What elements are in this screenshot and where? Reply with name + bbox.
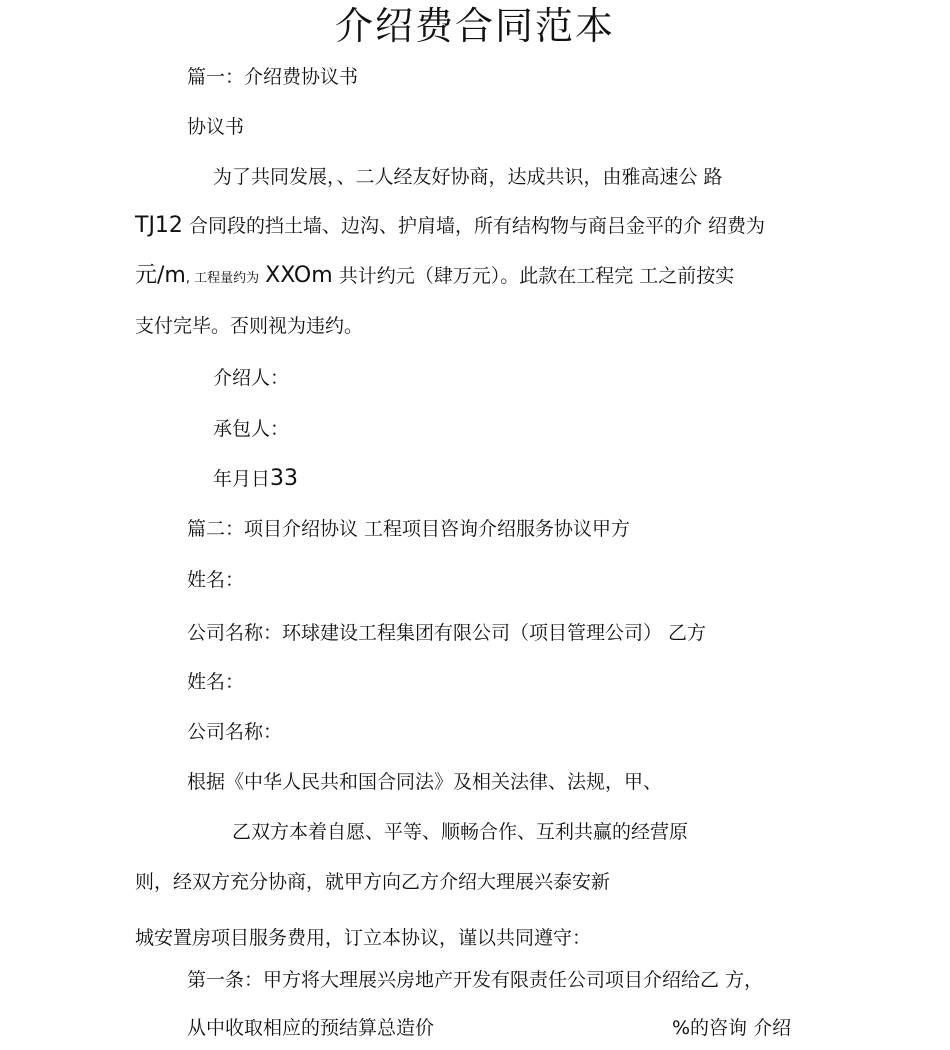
date-number: 33	[270, 466, 299, 491]
part2-heading: 篇二：项目介绍协议 工程项目咨询介绍服务协议甲方	[187, 518, 631, 540]
document-title: 介绍费合同范本	[334, 4, 615, 48]
party-b-company-label: 公司名称：	[187, 721, 283, 743]
introducer-label: 介绍人：	[213, 367, 290, 389]
paragraph-text: , 工程量约为	[185, 271, 260, 286]
part1-paragraph-line-2	[135, 213, 765, 239]
part1-paragraph-line-1: 为了共同发展，、二人经友好协商，达成共识，由雅高速公 路	[213, 166, 723, 188]
part1-heading: 篇一：介绍费协议书	[187, 66, 359, 88]
basis-line-2: 乙双方本着自愿、平等、顺畅合作、互利共赢的经营原	[232, 821, 689, 843]
party-a-name-label: 姓名：	[187, 569, 245, 591]
quantity-text: XXOm	[265, 263, 333, 288]
part1-paragraph-line-3	[135, 263, 734, 292]
part1-paragraph-line-4: 支付完毕。否则视为违约。	[135, 315, 364, 337]
date-label: 年月日	[213, 468, 271, 490]
basis-line-3: 则，经双方充分协商，就甲方向乙方介绍大理展兴泰安新	[135, 871, 611, 893]
article-1-line-2-right: %的咨询 介绍	[672, 1017, 792, 1039]
article-1-line-2-left: 从中收取相应的预结算总造价	[187, 1017, 435, 1039]
date-line	[213, 466, 298, 492]
contractor-label: 承包人：	[213, 418, 290, 440]
basis-line-1: 根据《中华人民共和国合同法》及相关法律、法规，甲、	[187, 771, 663, 793]
project-code: TJ12	[135, 213, 183, 238]
article-1-line-1: 第一条：甲方将大理展兴房地产开发有限责任公司项目介绍给乙 方，	[187, 969, 764, 991]
part1-subheading: 协议书	[187, 116, 245, 138]
party-b-name-label: 姓名：	[187, 671, 245, 693]
party-a-company: 公司名称：环球建设工程集团有限公司（项目管理公司） 乙方	[187, 622, 707, 644]
basis-line-4: 城安置房项目服务费用，订立本协议，谨以共同遵守：	[135, 927, 592, 949]
paragraph-text: 共计约元（肆万元）。此款在工程完 工之前按实	[338, 265, 735, 287]
unit-text: 元/m	[135, 263, 186, 288]
paragraph-text: 合同段的挡土墙、边沟、护肩墙，所有结构物与商吕金平的介 绍费为	[188, 215, 766, 237]
